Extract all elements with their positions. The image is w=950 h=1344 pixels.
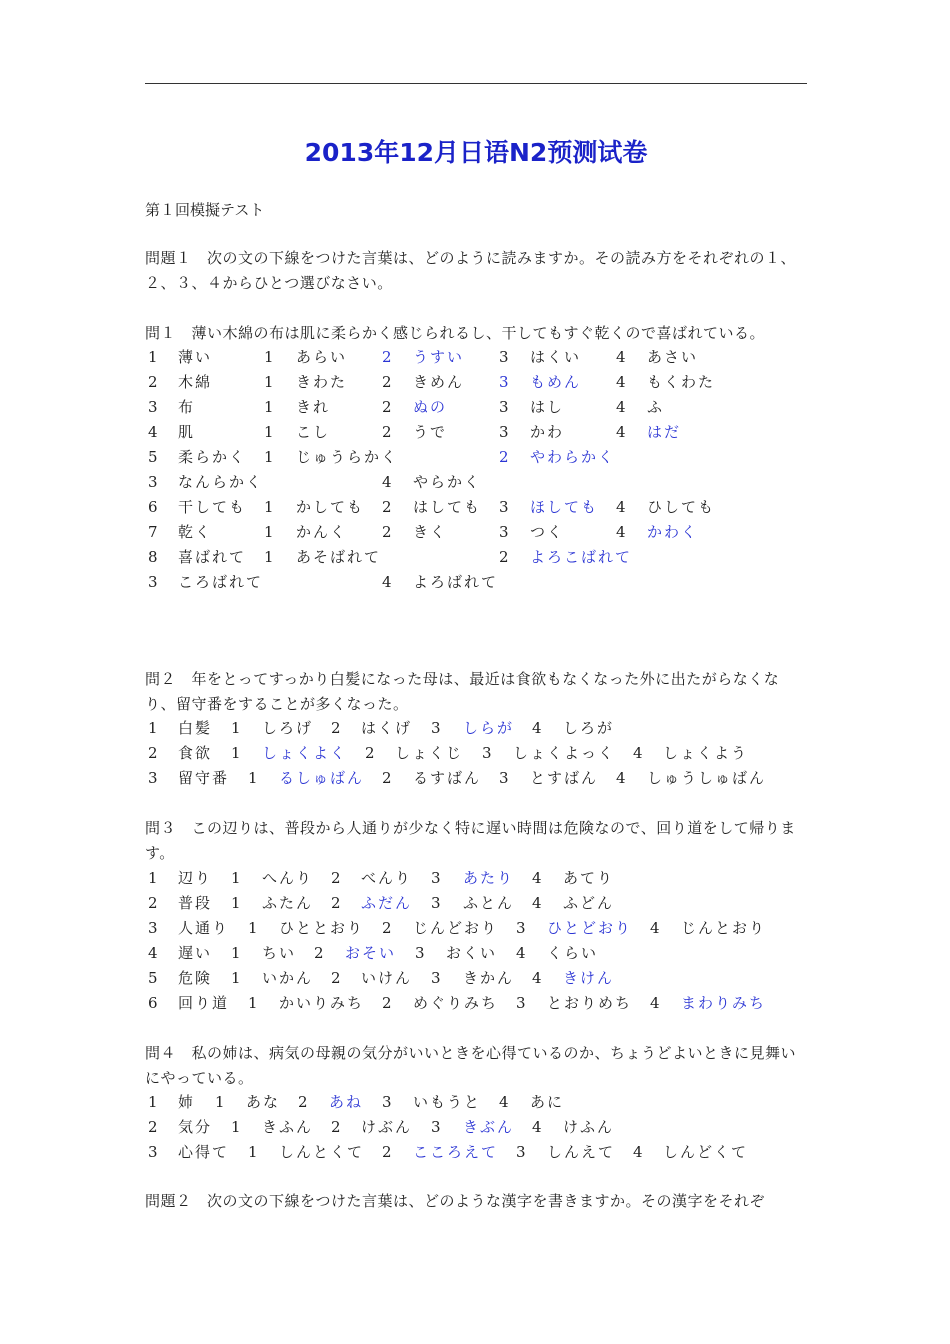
q1-row-7: 7 乾く 1 かんく 2 きく 3 つく 4 かわく: [148, 523, 699, 541]
section1-instruction: 問題１ 次の文の下線をつけた言葉は、どのように読みますか。その読み方をそれぞれの１、２、３、４からひとつ選びなさい。: [145, 249, 797, 292]
q1-sentence: 問１ 薄い木綿の布は肌に柔らかく感じられるし、干してもすぐ乾くので喜ばれている。: [145, 324, 766, 342]
q2-row-1: 1 白髪 1 しろげ 2 はくげ 3 しらが 4 しろが: [148, 719, 615, 737]
q1-row-5b: 3 なんらかく 4 やらかく: [148, 473, 482, 491]
q2-row-2: 2 食欲 1 しょくよく 2 しょくじ 3 しょくよっく 4 しょくよう: [148, 744, 749, 762]
header-rule: [145, 83, 807, 84]
q1-row-2: 2 木綿 1 きわた 2 きめん 3 もめん 4 もくわた: [148, 373, 716, 391]
q3-row-4: 4 遅い 1 ちい 2 おそい 3 おくい 4 くらい: [148, 944, 599, 962]
q3-sentence: 問３ この辺りは、普段から人通りが少なく特に遅い時間は危険なので、回り道をして帰ります。: [145, 819, 796, 862]
q1-row-5: 5 柔らかく 1 じゅうらかく 2 やわらかく: [148, 448, 616, 466]
subtitle: 第１回模擬テスト: [145, 201, 265, 219]
q4-row-3: 3 心得て 1 しんとくて 2 こころえて 3 しんえて 4 しんどくて: [148, 1143, 749, 1161]
q2-row-3: 3 留守番 1 るしゅばん 2 るすばん 3 とすばん 4 しゅうしゅばん: [148, 769, 767, 787]
q3-row-3: 3 人通り 1 ひととおり 2 じんどおり 3 ひとどおり 4 じんとおり: [148, 919, 767, 937]
q3-row-1: 1 辺り 1 へんり 2 べんり 3 あたり 4 あてり: [148, 869, 615, 887]
document-title: 2013年12月日语N2预测试卷: [304, 138, 648, 167]
q4-sentence: 問４ 私の姉は、病気の母親の気分がいいときを心得ているのか、ちょうどよいときに見舞いにやっている。: [145, 1044, 797, 1087]
q3-row-5: 5 危険 1 いかん 2 いけん 3 きかん 4 きけん: [148, 969, 615, 987]
q1-row-6: 6 干しても 1 かしても 2 はしても 3 ほしても 4 ひしても: [148, 498, 716, 516]
q1-row-1: 1 薄い 1 あらい 2 うすい 3 はくい 4 あさい: [148, 348, 699, 366]
q1-row-4: 4 肌 1 こし 2 うで 3 かわ 4 はだ: [148, 423, 682, 441]
q2-sentence: 問２ 年をとってすっかり白髪になった母は、最近は食欲もなくなった外に出たがらなくなり、留守番をすることが多くなった。: [145, 670, 780, 713]
q4-row-1: 1 姉 1 あな 2 あね 3 いもうと 4 あに: [148, 1093, 565, 1111]
q1-row-8: 8 喜ばれて 1 あそばれて 2 よろこばれて: [148, 548, 633, 566]
q4-row-2: 2 気分 1 きふん 2 けぶん 3 きぶん 4 けふん: [148, 1118, 615, 1136]
q3-row-2: 2 普段 1 ふたん 2 ふだん 3 ふとん 4 ふどん: [148, 894, 615, 912]
section2-instruction: 問題２ 次の文の下線をつけた言葉は、どのような漢字を書きますか。その漢字をそれぞ: [145, 1192, 766, 1210]
q3-row-6: 6 回り道 1 かいりみち 2 めぐりみち 3 とおりめち 4 まわりみち: [148, 994, 767, 1012]
q1-row-8b: 3 ころばれて 4 よろばれて: [148, 573, 499, 591]
q1-row-3: 3 布 1 きれ 2 ぬの 3 はし 4 ふ: [148, 398, 665, 416]
